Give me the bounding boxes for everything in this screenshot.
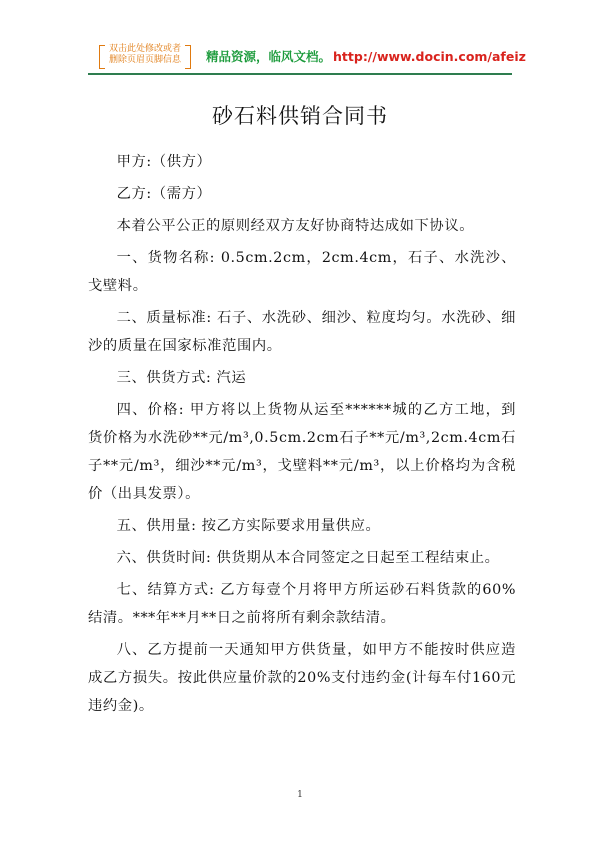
document-body (88, 148, 516, 724)
paragraph-party-a: 甲方:（供方） (116, 154, 212, 170)
paragraph-goods-name: 一、货物名称: 0.5cm.2cm，2cm.4cm，石子、水洗沙、戈壁料。 (88, 250, 516, 294)
header-slogan-row (206, 47, 526, 65)
paragraph-price: 四、价格: 甲方将以上货物从运至******城的乙方工地，到货价格为水洗砂**元/m³,0.5cm.2cm石子**元/m³,2cm.4cm石子**元/m³，细沙**元/m³，戈壁料**元/m³，以上价格均为含税价（出具发票）。 (88, 402, 516, 502)
paragraph-quantity: 五、供用量: 按乙方实际要求用量供应。 (116, 518, 381, 534)
paragraph-party-b: 乙方:（需方） (116, 186, 212, 202)
document-title: 砂石料供销合同书 (212, 104, 388, 128)
paragraph-delivery-method: 三、供货方式: 汽运 (116, 370, 247, 386)
header-divider (88, 73, 512, 75)
header-edit-badge[interactable] (99, 44, 191, 70)
badge-bracket-right (185, 45, 191, 69)
header-url-link[interactable]: http://www.docin.com/afeiz (333, 49, 526, 64)
badge-line-2: 删除页眉页脚信息 (108, 55, 181, 65)
badge-bracket-left (99, 45, 105, 69)
header-slogan: 精品资源，临风文档。 (206, 49, 332, 64)
page-header (0, 0, 600, 78)
paragraph-penalty: 八、乙方提前一天通知甲方供货量，如甲方不能按时供应造成乙方损失。按此供应量价款的20%支付违约金(计每车付160元违约金)。 (88, 642, 516, 714)
paragraph-delivery-time: 六、供货时间: 供货期从本合同签定之日起至工程结束止。 (116, 550, 500, 566)
paragraph-quality: 二、质量标准: 石子、水洗砂、细沙、粒度均匀。水洗砂、细沙的质量在国家标准范围内。 (88, 310, 516, 354)
badge-line-1: 双击此处修改或者 (108, 44, 181, 54)
paragraph-preamble: 本着公平公正的原则经双方友好协商特达成如下协议。 (116, 218, 475, 234)
page-number: 1 (297, 790, 303, 800)
paragraph-settlement: 七、结算方式: 乙方每壹个月将甲方所运砂石料货款的60%结清。***年**月**日之前将所有剩余款结清。 (88, 582, 516, 626)
